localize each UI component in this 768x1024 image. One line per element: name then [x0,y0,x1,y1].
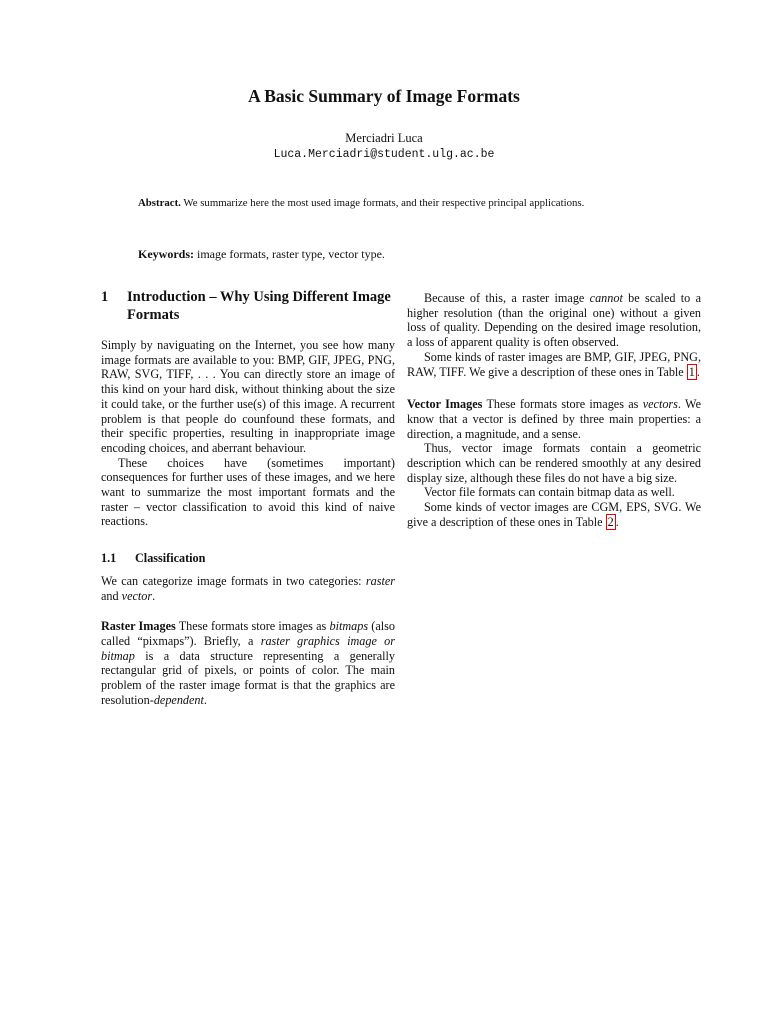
keywords [138,247,664,262]
abstract [138,196,664,210]
raster-p3-end: . [696,364,700,379]
author-name: Merciadri Luca [345,131,423,145]
section-title: Introduction – Why Using Different Image Formats [127,289,391,323]
raster-text-1: These formats store images as [175,619,330,634]
paper-title: A Basic Summary of Image Formats [248,86,520,106]
section-number: 1 [101,289,109,305]
dependent-term: dependent [153,692,204,707]
vector-heading: Vector Images [407,397,483,412]
keywords-label: Keywords: [138,247,194,261]
classification-and: and [101,588,122,603]
intro-paragraph-1: Simply by naviguating on the Internet, you see how many image formats are available to you: BMP, GIF, JPEG, PNG, RAW, SVG, TIFF, . . . You can directly store an image of this kind on your hard disk, without thinking about the size it could take, or the further use(s) of this image. A recurrent problem is that people do counfound these formats, and their specific properties, resulting in inappropriate image encoding choices, and aberrant behaviour. [101,338,395,455]
right-column [407,291,701,530]
raster-text-4: . [203,692,207,707]
table-1-link[interactable]: 1 [688,364,695,379]
vector-p4-end: . [615,514,619,529]
keywords-text: image formats, raster type, vector type. [197,247,385,261]
raster-text-2: (also called “pixmaps”). Briefly, a [101,619,395,648]
raster-p3-text: Some kinds of raster images are BMP, GIF, JPEG, PNG, RAW, TIFF. We give a description of these ones in Table [407,349,701,379]
raster-paragraph-3 [407,350,701,379]
bitmaps-term: bitmaps [329,619,369,634]
cannot-term: cannot [589,291,623,305]
classification-paragraph [101,574,395,603]
vector-term: vector [121,588,153,603]
vector-text-1: These formats store images as [482,397,643,412]
raster-paragraph [101,619,395,707]
classification-text: We can categorize image formats in two categories: [101,573,366,588]
vector-text-2: . We know that a vector is defined by three main properties: a direction, a magnitude, and a sense. [407,397,701,441]
author-email: Luca.Merciadri@student.ulg.ac.be [273,148,495,161]
subsection-title: Classification [135,551,206,566]
raster-heading: Raster Images [101,619,176,634]
raster-p2-text-b: be scaled to a higher resolution (than the original one) without a given loss of quality. Depending on the desired image resolution, a loss of apparent quality is often observed. [407,291,701,350]
raster-p2-text-a: Because of this, a raster image [424,291,590,305]
classification-end: . [152,588,156,603]
left-column [101,288,395,707]
abstract-text: We summarize here the most used image formats, and their respective principal applications. [183,197,585,209]
vector-paragraph [407,397,701,441]
vector-paragraph-3: Vector file formats can contain bitmap data as well. [424,485,675,500]
subsection-number: 1.1 [101,551,117,566]
raster-text-3: is a data structure representing a generally rectangular grid of pixels, or points of color. The main problem of the raster image format is that the graphics are resolution- [101,648,395,707]
section-heading [101,288,395,324]
vector-p4-text: Some kinds of vector images are CGM, EPS, SVG. We give a description of these ones in Table [407,500,701,529]
vector-paragraph-2: Thus, vector image formats contain a geometric description which can be rendered smoothly at any desired display size, although these files do not have a big size. [407,441,701,485]
vector-paragraph-4 [407,500,701,529]
table-2-link[interactable]: 2 [607,514,614,529]
abstract-label: Abstract. [138,197,181,209]
raster-graphics-term: raster graphics image or bitmap [101,633,395,663]
intro-paragraph-2: These choices have (sometimes important) consequences for further uses of these images, and we here want to summarize the most important formats and the raster – vector classification to avoid this kind of naive reactions. [101,455,395,529]
raster-term: raster [365,573,395,588]
vectors-term: vectors [642,397,678,412]
raster-paragraph-2 [407,291,701,350]
subsection-heading [101,551,395,566]
